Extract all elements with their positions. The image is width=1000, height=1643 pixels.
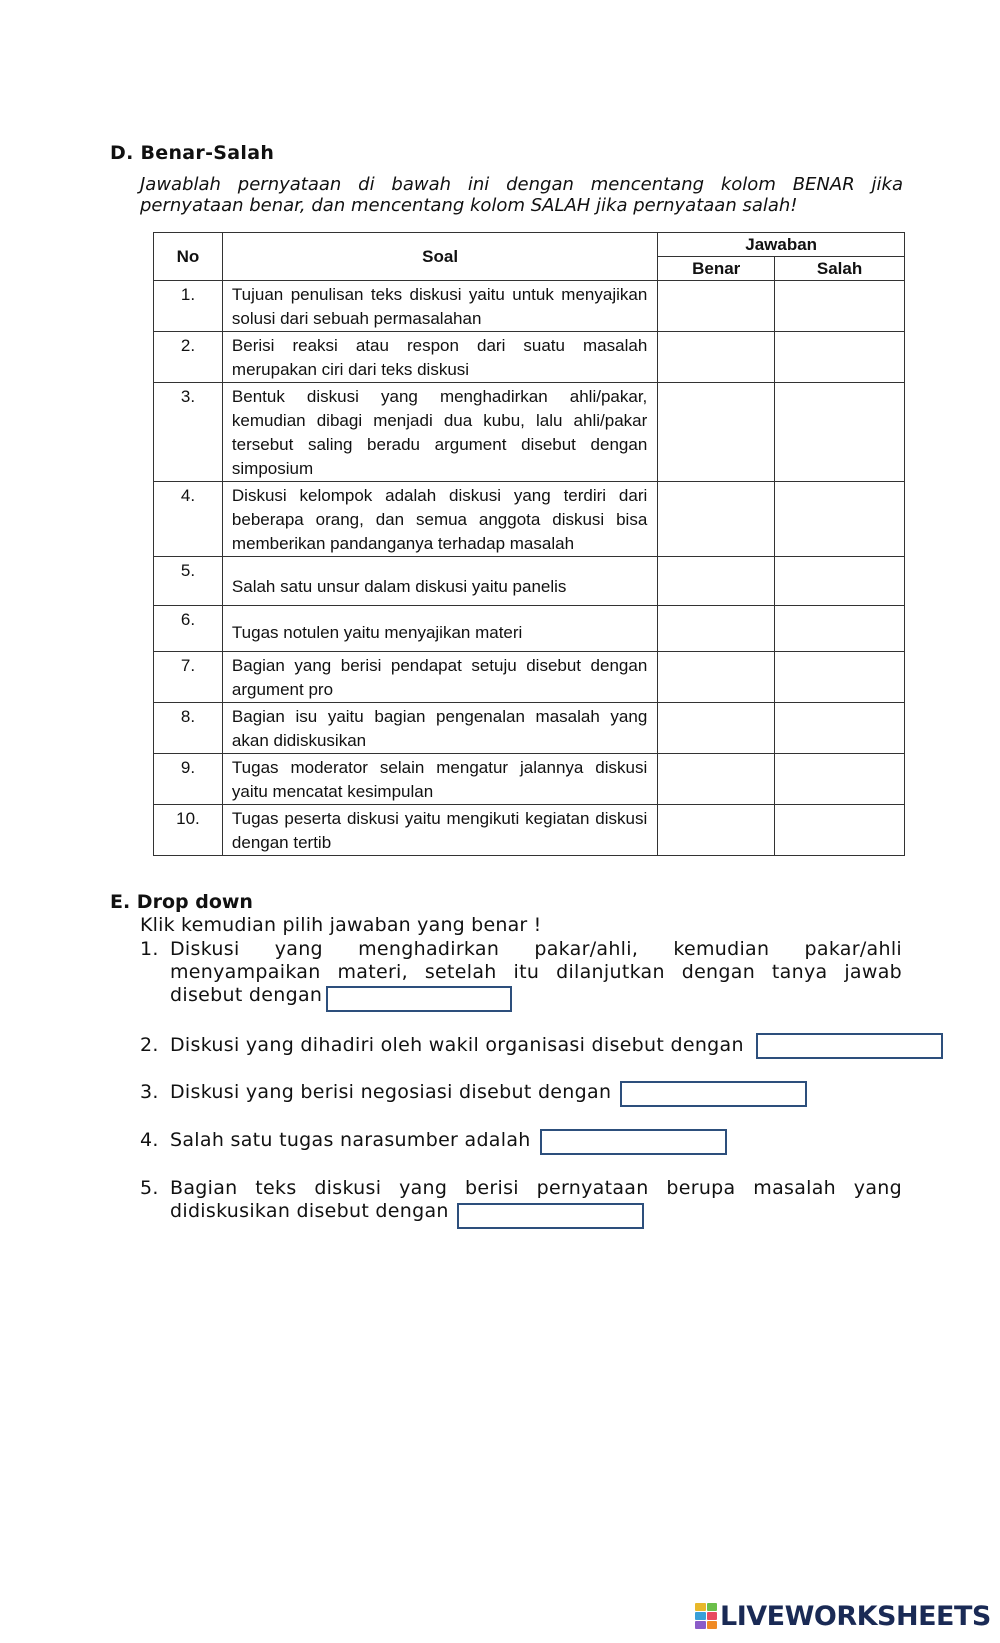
row-number: 2. [154,332,223,383]
benar-cell[interactable] [658,482,775,557]
benar-cell[interactable] [658,805,775,856]
question-number: 4. [140,1129,159,1151]
liveworksheets-logo-icon [695,1603,717,1629]
salah-cell[interactable] [775,652,905,703]
row-question: Salah satu unsur dalam diskusi yaitu panelis [222,557,657,606]
row-question: Bagian yang berisi pendapat setuju disebut dengan argument pro [222,652,657,703]
salah-cell[interactable] [775,281,905,332]
question-number: 5. [140,1177,159,1199]
benar-cell[interactable] [658,281,775,332]
salah-cell[interactable] [775,332,905,383]
benar-cell[interactable] [658,557,775,606]
row-number: 8. [154,703,223,754]
row-question: Bagian isu yaitu bagian pengenalan masalah yang akan didiskusikan [222,703,657,754]
row-question: Tugas notulen yaitu menyajikan materi [222,606,657,652]
salah-cell[interactable] [775,754,905,805]
brand-name: LIVEWORKSHEETS [720,1600,991,1632]
dropdown-question-1 [140,938,902,1007]
dropdown-answer-5[interactable] [457,1203,644,1229]
salah-cell[interactable] [775,703,905,754]
table-row [154,482,905,557]
dropdown-answer-3[interactable] [620,1081,807,1107]
row-question: Tujuan penulisan teks diskusi yaitu untuk menyajikan solusi dari sebuah permasalahan [222,281,657,332]
salah-cell[interactable] [775,606,905,652]
table-row [154,703,905,754]
table-row [154,606,905,652]
row-number: 6. [154,606,223,652]
row-number: 4. [154,482,223,557]
question-number: 3. [140,1081,159,1103]
liveworksheets-logo [695,1601,991,1631]
row-question: Bentuk diskusi yang menghadirkan ahli/pakar, kemudian dibagi menjadi dua kubu, lalu ahli/pakar tersebut saling beradu argument disebut dengan simposium [222,383,657,482]
benar-cell[interactable] [658,383,775,482]
row-question: Tugas peserta diskusi yaitu mengikuti kegiatan diskusi dengan tertib [222,805,657,856]
salah-cell[interactable] [775,557,905,606]
section-e-instruction: Klik kemudian pilih jawaban yang benar ! [140,914,542,936]
row-question: Berisi reaksi atau respon dari suatu masalah merupakan ciri dari teks diskusi [222,332,657,383]
dropdown-answer-2[interactable] [756,1033,943,1059]
table-row [154,281,905,332]
row-number: 10. [154,805,223,856]
section-e-title: E. Drop down [110,891,253,913]
section-d-title: D. Benar-Salah [110,142,275,164]
dropdown-answer-4[interactable] [540,1129,727,1155]
question-text: Salah satu tugas narasumber adalah [170,1129,531,1151]
header-salah: Salah [775,257,905,281]
header-soal: Soal [222,233,657,281]
benar-cell[interactable] [658,754,775,805]
row-number: 9. [154,754,223,805]
salah-cell[interactable] [775,383,905,482]
row-number: 3. [154,383,223,482]
question-text: Diskusi yang menghadirkan pakar/ahli, kemudian pakar/ahli menyampaikan materi, setelah itu dilanjutkan dengan tanya jawab disebut dengan [170,938,902,1006]
header-benar: Benar [658,257,775,281]
row-number: 7. [154,652,223,703]
row-question: Diskusi kelompok adalah diskusi yang terdiri dari beberapa orang, dan semua anggota diskusi bisa memberikan pandanganya terhadap masalah [222,482,657,557]
table-row [154,557,905,606]
row-number: 1. [154,281,223,332]
table-row [154,805,905,856]
benar-cell[interactable] [658,703,775,754]
dropdown-answer-1[interactable] [326,986,512,1012]
benar-cell[interactable] [658,332,775,383]
table-row [154,754,905,805]
salah-cell[interactable] [775,482,905,557]
table-row [154,383,905,482]
header-no: No [154,233,223,281]
table-row [154,652,905,703]
benar-cell[interactable] [658,652,775,703]
table-row [154,332,905,383]
dropdown-question-4 [140,1129,902,1152]
header-jawaban: Jawaban [658,233,905,257]
question-text: Bagian teks diskusi yang berisi pernyataan berupa masalah yang didiskusikan disebut dengan [170,1177,902,1222]
question-text: Diskusi yang dihadiri oleh wakil organisasi disebut dengan [170,1034,744,1056]
row-question: Tugas moderator selain mengatur jalannya diskusi yaitu mencatat kesimpulan [222,754,657,805]
question-text: Diskusi yang berisi negosiasi disebut dengan [170,1081,612,1103]
section-d-instruction: Jawablah pernyataan di bawah ini dengan mencentang kolom BENAR jika pernyataan benar, dan mencentang kolom SALAH jika pernyataan salah! [140,174,903,216]
question-number: 1. [140,938,159,960]
question-number: 2. [140,1034,159,1056]
salah-cell[interactable] [775,805,905,856]
row-number: 5. [154,557,223,606]
benar-salah-table [153,232,905,856]
benar-cell[interactable] [658,606,775,652]
